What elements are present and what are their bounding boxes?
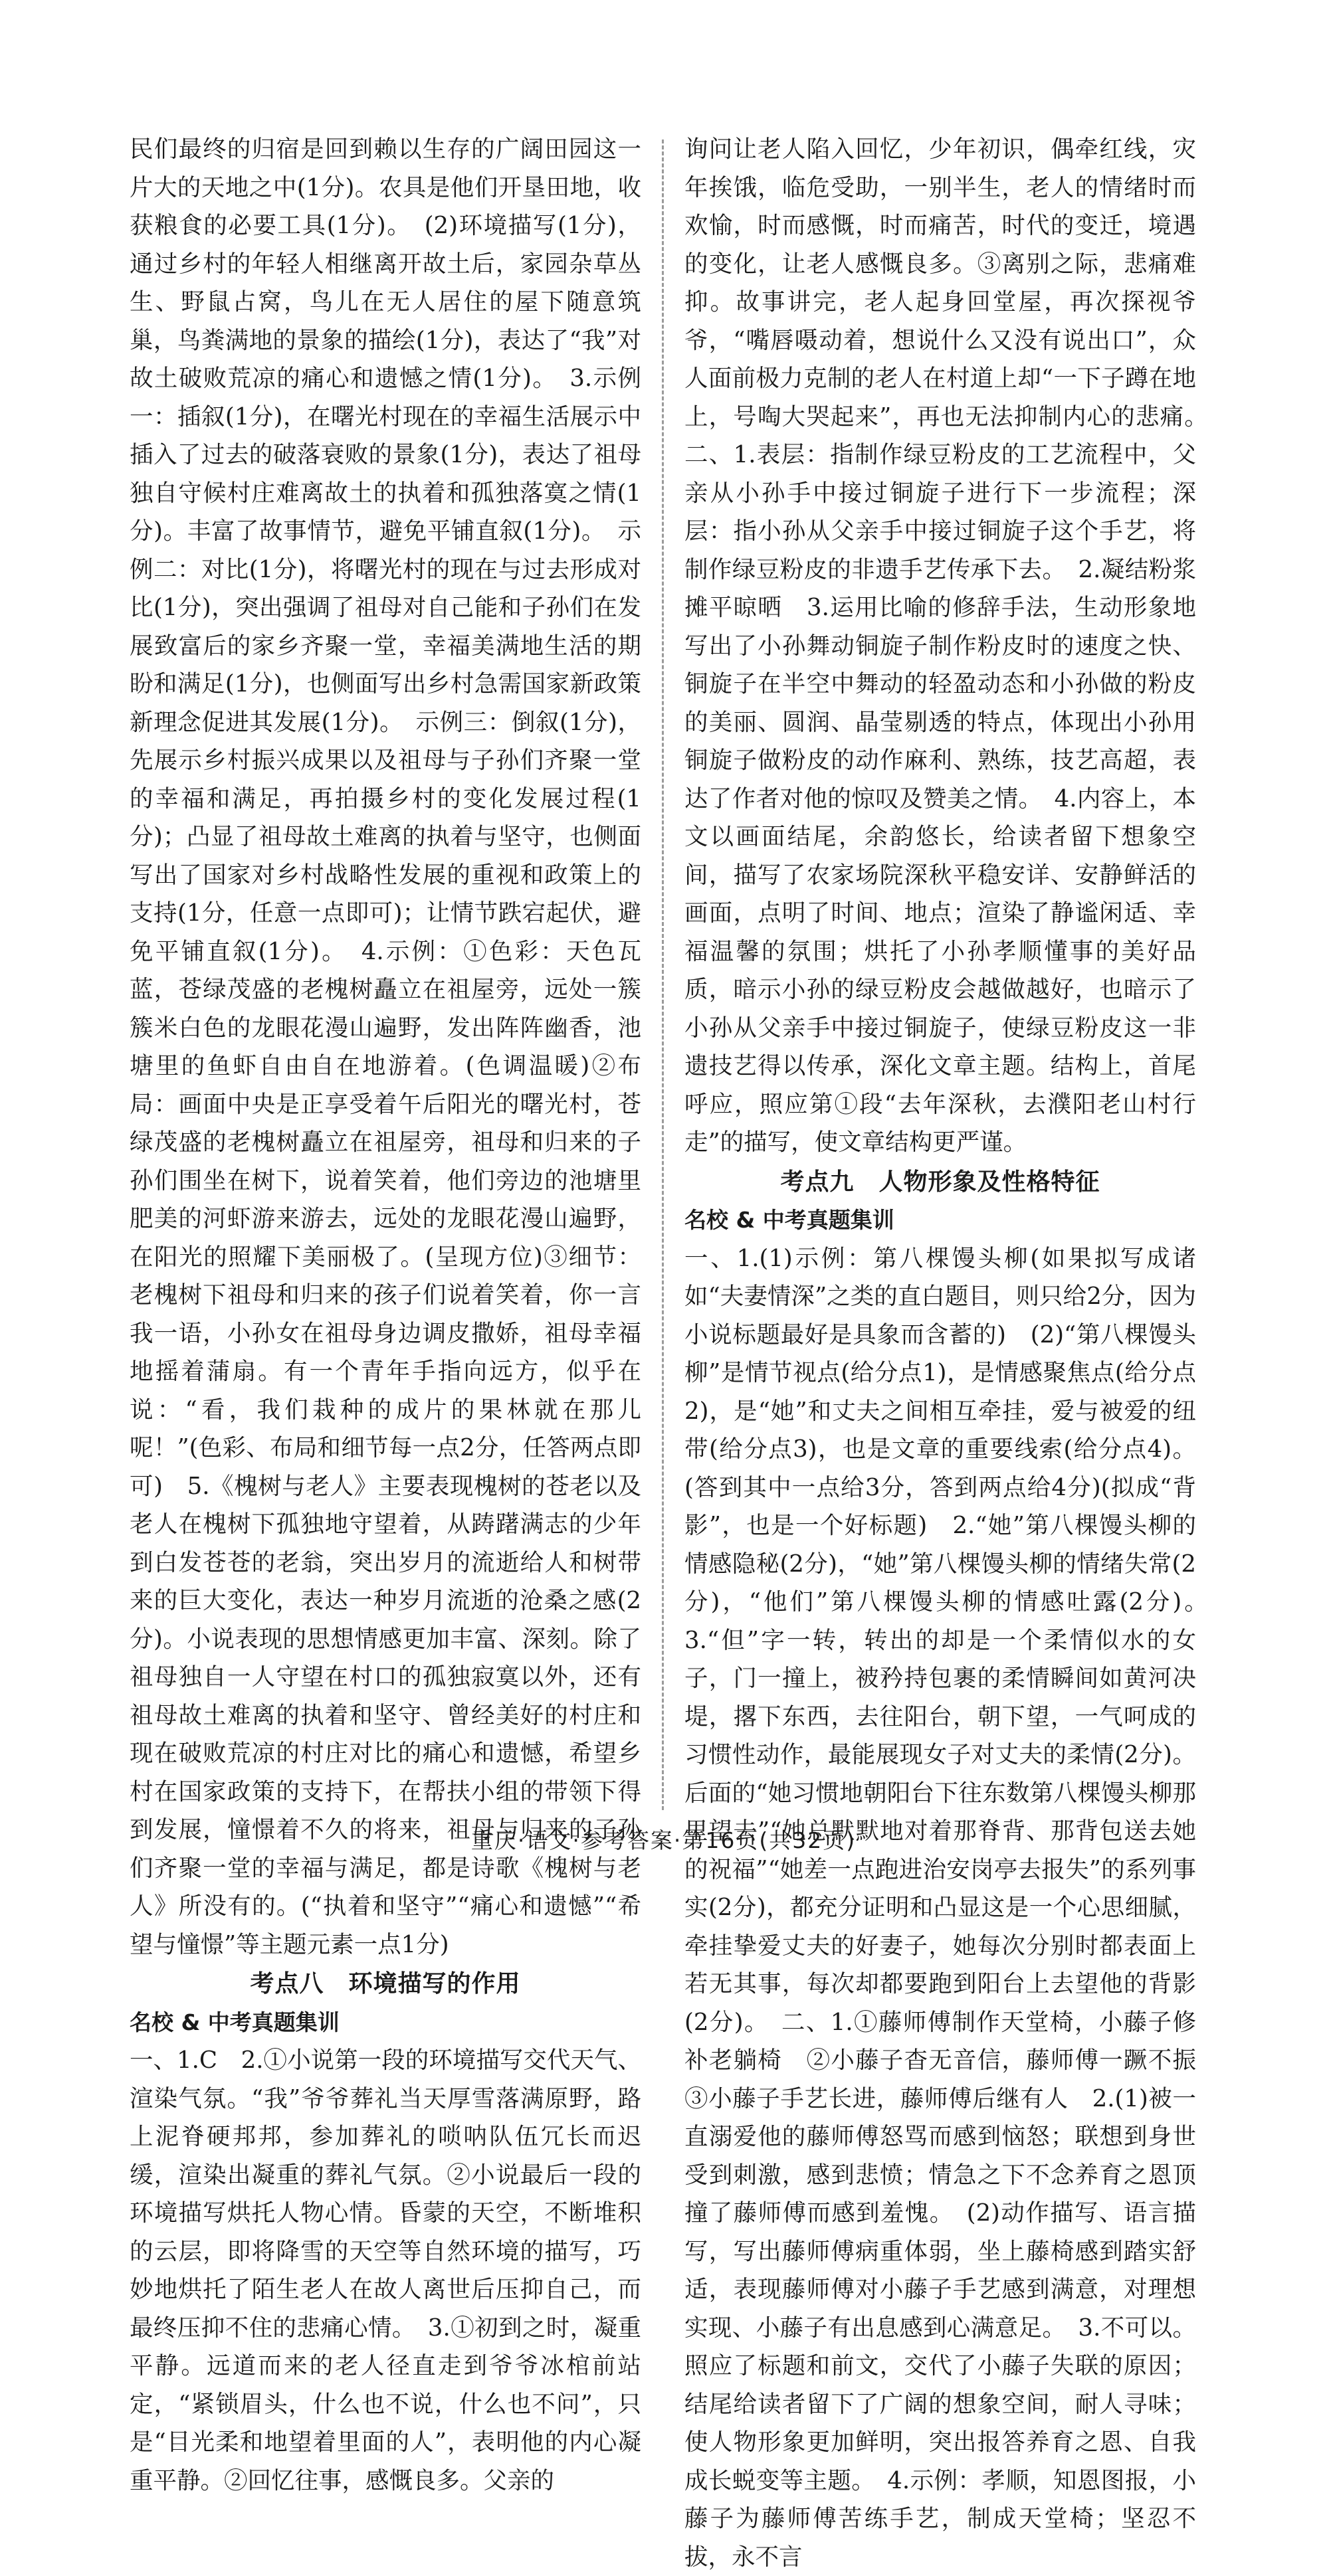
section-9-body: 一、1.(1)示例：第八棵馒头柳(如果拟写成诸如“夫妻情深”之类的直白题目，则只给2分，因为小说标题最好是具象而含蓄的) (2)“第八棵馒头柳”是情节视点(给分点1)，是情感聚焦点(给分点2)，是“她”和丈夫之间相互牵挂，爱与被爱的纽带(给分点3)，也是文章的重要线索(给分点4)。(答到其中一点给3分，答到两点给4分)(拟成“背影”，也是一个好标题) 2.“她”第八棵馒头柳的情感隐秘(2分)，“她”第八棵馒头柳的情绪失常(2分)，“他们”第八棵馒头柳的情感吐露(2分)。 3.“但”字一转，转出的却是一个柔情似水的女子，门一撞上，被矜持包裹的柔情瞬间如黄河决堤，撂下东西，去往阳台，朝下望，一气呵成的习惯性动作，最能展现女子对丈夫的柔情(2分)。后面的“她习惯地朝阳台下往东数第八棵馒头柳那里望去”“她总默默地对着那脊背、那背包送去她的祝福”“她差一点跑进治安岗亭去报失”的系列事实(2分)，都充分证明和凸显这是一个心思细腻，牵挂挚爱丈夫的好妻子，她每次分别时都表面上若无其事，每次却都要跑到阳台上去望他的背影(2分)。 二、1.①藤师傅制作天堂椅，小藤子修补老躺椅 ②小藤子杳无音信，藤师傅一蹶不振 ③小藤子手艺长进，藤师傅后继有人 2.(1)被一直溺爱他的藤师傅怒骂而感到恼怒；联想到身世受到刺激，感到悲愤；情急之下不念养育之恩顶撞了藤师傅而感到羞愧。 (2)动作描写、语言描写，写出藤师傅病重体弱，坐上藤椅感到踏实舒适，表现藤师傅对小藤子手艺感到满意，对理想实现、小藤子有出息感到心满意足。 3.不可以。照应了标题和前文，交代了小藤子失联的原因；结尾给读者留下了广阔的想象空间，耐人寻味；使人物形象更加鲜明，突出报答养育之恩、自我成长蜕变等主题。 4.示例：孝顺，知恩图报，小藤子为藤师傅苦练手艺，制成天堂椅；坚忍不拔，永不言 bbox=[684, 1240, 1196, 2576]
section-9-subtitle: 名校 & 中考真题集训 bbox=[684, 1201, 1196, 1240]
column-divider bbox=[662, 139, 664, 1810]
left-column bbox=[130, 130, 641, 2500]
right-column bbox=[684, 130, 1196, 2576]
section-8-title: 考点八 环境描写的作用 bbox=[130, 1965, 641, 2003]
section-9-title: 考点九 人物形象及性格特征 bbox=[684, 1163, 1196, 1202]
section-8-body: 一、1.C 2.①小说第一段的环境描写交代天气、渲染气氛。“我”爷爷葬礼当天厚雪落满原野，路上泥脊硬邦邦，参加葬礼的唢呐队伍冗长而迟缓，渲染出凝重的葬礼气氛。②小说最后一段的环境描写烘托人物心情。昏蒙的天空，不断堆积的云层，即将降雪的天空等自然环境的描写，巧妙地烘托了陌生老人在故人离世后压抑自己，而最终压抑不住的悲痛心情。 3.①初到之时，凝重平静。远道而来的老人径直走到爷爷冰棺前站定，“紧锁眉头，什么也不说，什么也不问”，只是“目光柔和地望着里面的人”，表明他的内心凝重平静。②回忆往事，感慨良多。父亲的 bbox=[130, 2041, 641, 2500]
page-footer: 重庆·语文·参考答案·第16页(共32页) bbox=[0, 1823, 1327, 1855]
left-answer-paragraph: 民们最终的归宿是回到赖以生存的广阔田园这一片大的天地之中(1分)。农具是他们开垦田地，收获粮食的必要工具(1分)。 (2)环境描写(1分)，通过乡村的年轻人相继离开故土后，家园杂草丛生、野鼠占窝，鸟儿在无人居住的屋下随意筑巢，鸟粪满地的景象的描绘(1分)，表达了“我”对故土破败荒凉的痛心和遗憾之情(1分)。 3.示例一：插叙(1分)，在曙光村现在的幸福生活展示中插入了过去的破落衰败的景象(1分)，表达了祖母独自守候村庄难离故土的执着和孤独落寞之情(1分)。丰富了故事情节，避免平铺直叙(1分)。 示例二：对比(1分)，将曙光村的现在与过去形成对比(1分)，突出强调了祖母对自己能和子孙们在发展致富后的家乡齐聚一堂，幸福美满地生活的期盼和满足(1分)，也侧面写出乡村急需国家新政策新理念促进其发展(1分)。 示例三：倒叙(1分)，先展示乡村振兴成果以及祖母与子孙们齐聚一堂的幸福和满足，再拍摄乡村的变化发展过程(1分)；凸显了祖母故土难离的执着与坚守，也侧面写出了国家对乡村战略性发展的重视和政策上的支持(1分，任意一点即可)；让情节跌宕起伏，避免平铺直叙(1分)。 4.示例：①色彩：天色瓦蓝，苍绿茂盛的老槐树矗立在祖屋旁，远处一簇簇米白色的龙眼花漫山遍野，发出阵阵幽香，池塘里的鱼虾自由自在地游着。(色调温暖)②布局：画面中央是正享受着午后阳光的曙光村，苍绿茂盛的老槐树矗立在祖屋旁，祖母和归来的子孙们围坐在树下，说着笑着，他们旁边的池塘里肥美的河虾游来游去，远处的龙眼花漫山遍野，在阳光的照耀下美丽极了。(呈现方位)③细节：老槐树下祖母和归来的孩子们说着笑着，你一言我一语，小孙女在祖母身边调皮撒娇，祖母幸福地摇着蒲扇。有一个青年手指向远方，似乎在说：“看，我们栽种的成片的果林就在那儿呢！”(色彩、布局和细节每一点2分，任答两点即可) 5.《槐树与老人》主要表现槐树的苍老以及老人在槐树下孤独地守望着，从踌躇满志的少年到白发苍苍的老翁，突出岁月的流逝给人和树带来的巨大变化，表达一种岁月流逝的沧桑之感(2分)。小说表现的思想情感更加丰富、深刻。除了祖母独自一人守望在村口的孤独寂寞以外，还有祖母故土难离的执着和坚守、曾经美好的村庄和现在破败荒凉的村庄对比的痛心和遗憾，希望乡村在国家政策的支持下，在帮扶小组的带领下得到发展，憧憬着不久的将来，祖母与归来的子孙们齐聚一堂的幸福与满足，都是诗歌《槐树与老人》所没有的。(“执着和坚守”“痛心和遗憾”“希望与憧憬”等主题元素一点1分) bbox=[130, 130, 641, 1964]
section-8-subtitle: 名校 & 中考真题集训 bbox=[130, 2003, 641, 2042]
right-answer-paragraph: 询问让老人陷入回忆，少年初识，偶牵红线，灾年挨饿，临危受助，一别半生，老人的情绪时而欢愉，时而感慨，时而痛苦，时代的变迁，境遇的变化，让老人感慨良多。③离别之际，悲痛难抑。故事讲完，老人起身回堂屋，再次探视爷爷，“嘴唇嗫动着，想说什么又没有说出口”，众人面前极力克制的老人在村道上却“一下子蹲在地上，号啕大哭起来”，再也无法抑制内心的悲痛。 二、1.表层：指制作绿豆粉皮的工艺流程中，父亲从小孙手中接过铜旋子进行下一步流程；深层：指小孙从父亲手中接过铜旋子这个手艺，将制作绿豆粉皮的非遗手艺传承下去。 2.凝结粉浆 摊平晾晒 3.运用比喻的修辞手法，生动形象地写出了小孙舞动铜旋子制作粉皮时的速度之快、铜旋子在半空中舞动的轻盈动态和小孙做的粉皮的美丽、圆润、晶莹剔透的特点，体现出小孙用铜旋子做粉皮的动作麻利、熟练，技艺高超，表达了作者对他的惊叹及赞美之情。 4.内容上，本文以画面结尾，余韵悠长，给读者留下想象空间，描写了农家场院深秋平稳安详、安静鲜活的画面，点明了时间、地点；渲染了静谧闲适、幸福温馨的氛围；烘托了小孙孝顺懂事的美好品质，暗示小孙的绿豆粉皮会越做越好，也暗示了小孙从父亲手中接过铜旋子，使绿豆粉皮这一非遗技艺得以传承，深化文章主题。结构上，首尾呼应，照应第①段“去年深秋，去濮阳老山村行走”的描写，使文章结构更严谨。 bbox=[684, 130, 1196, 1162]
